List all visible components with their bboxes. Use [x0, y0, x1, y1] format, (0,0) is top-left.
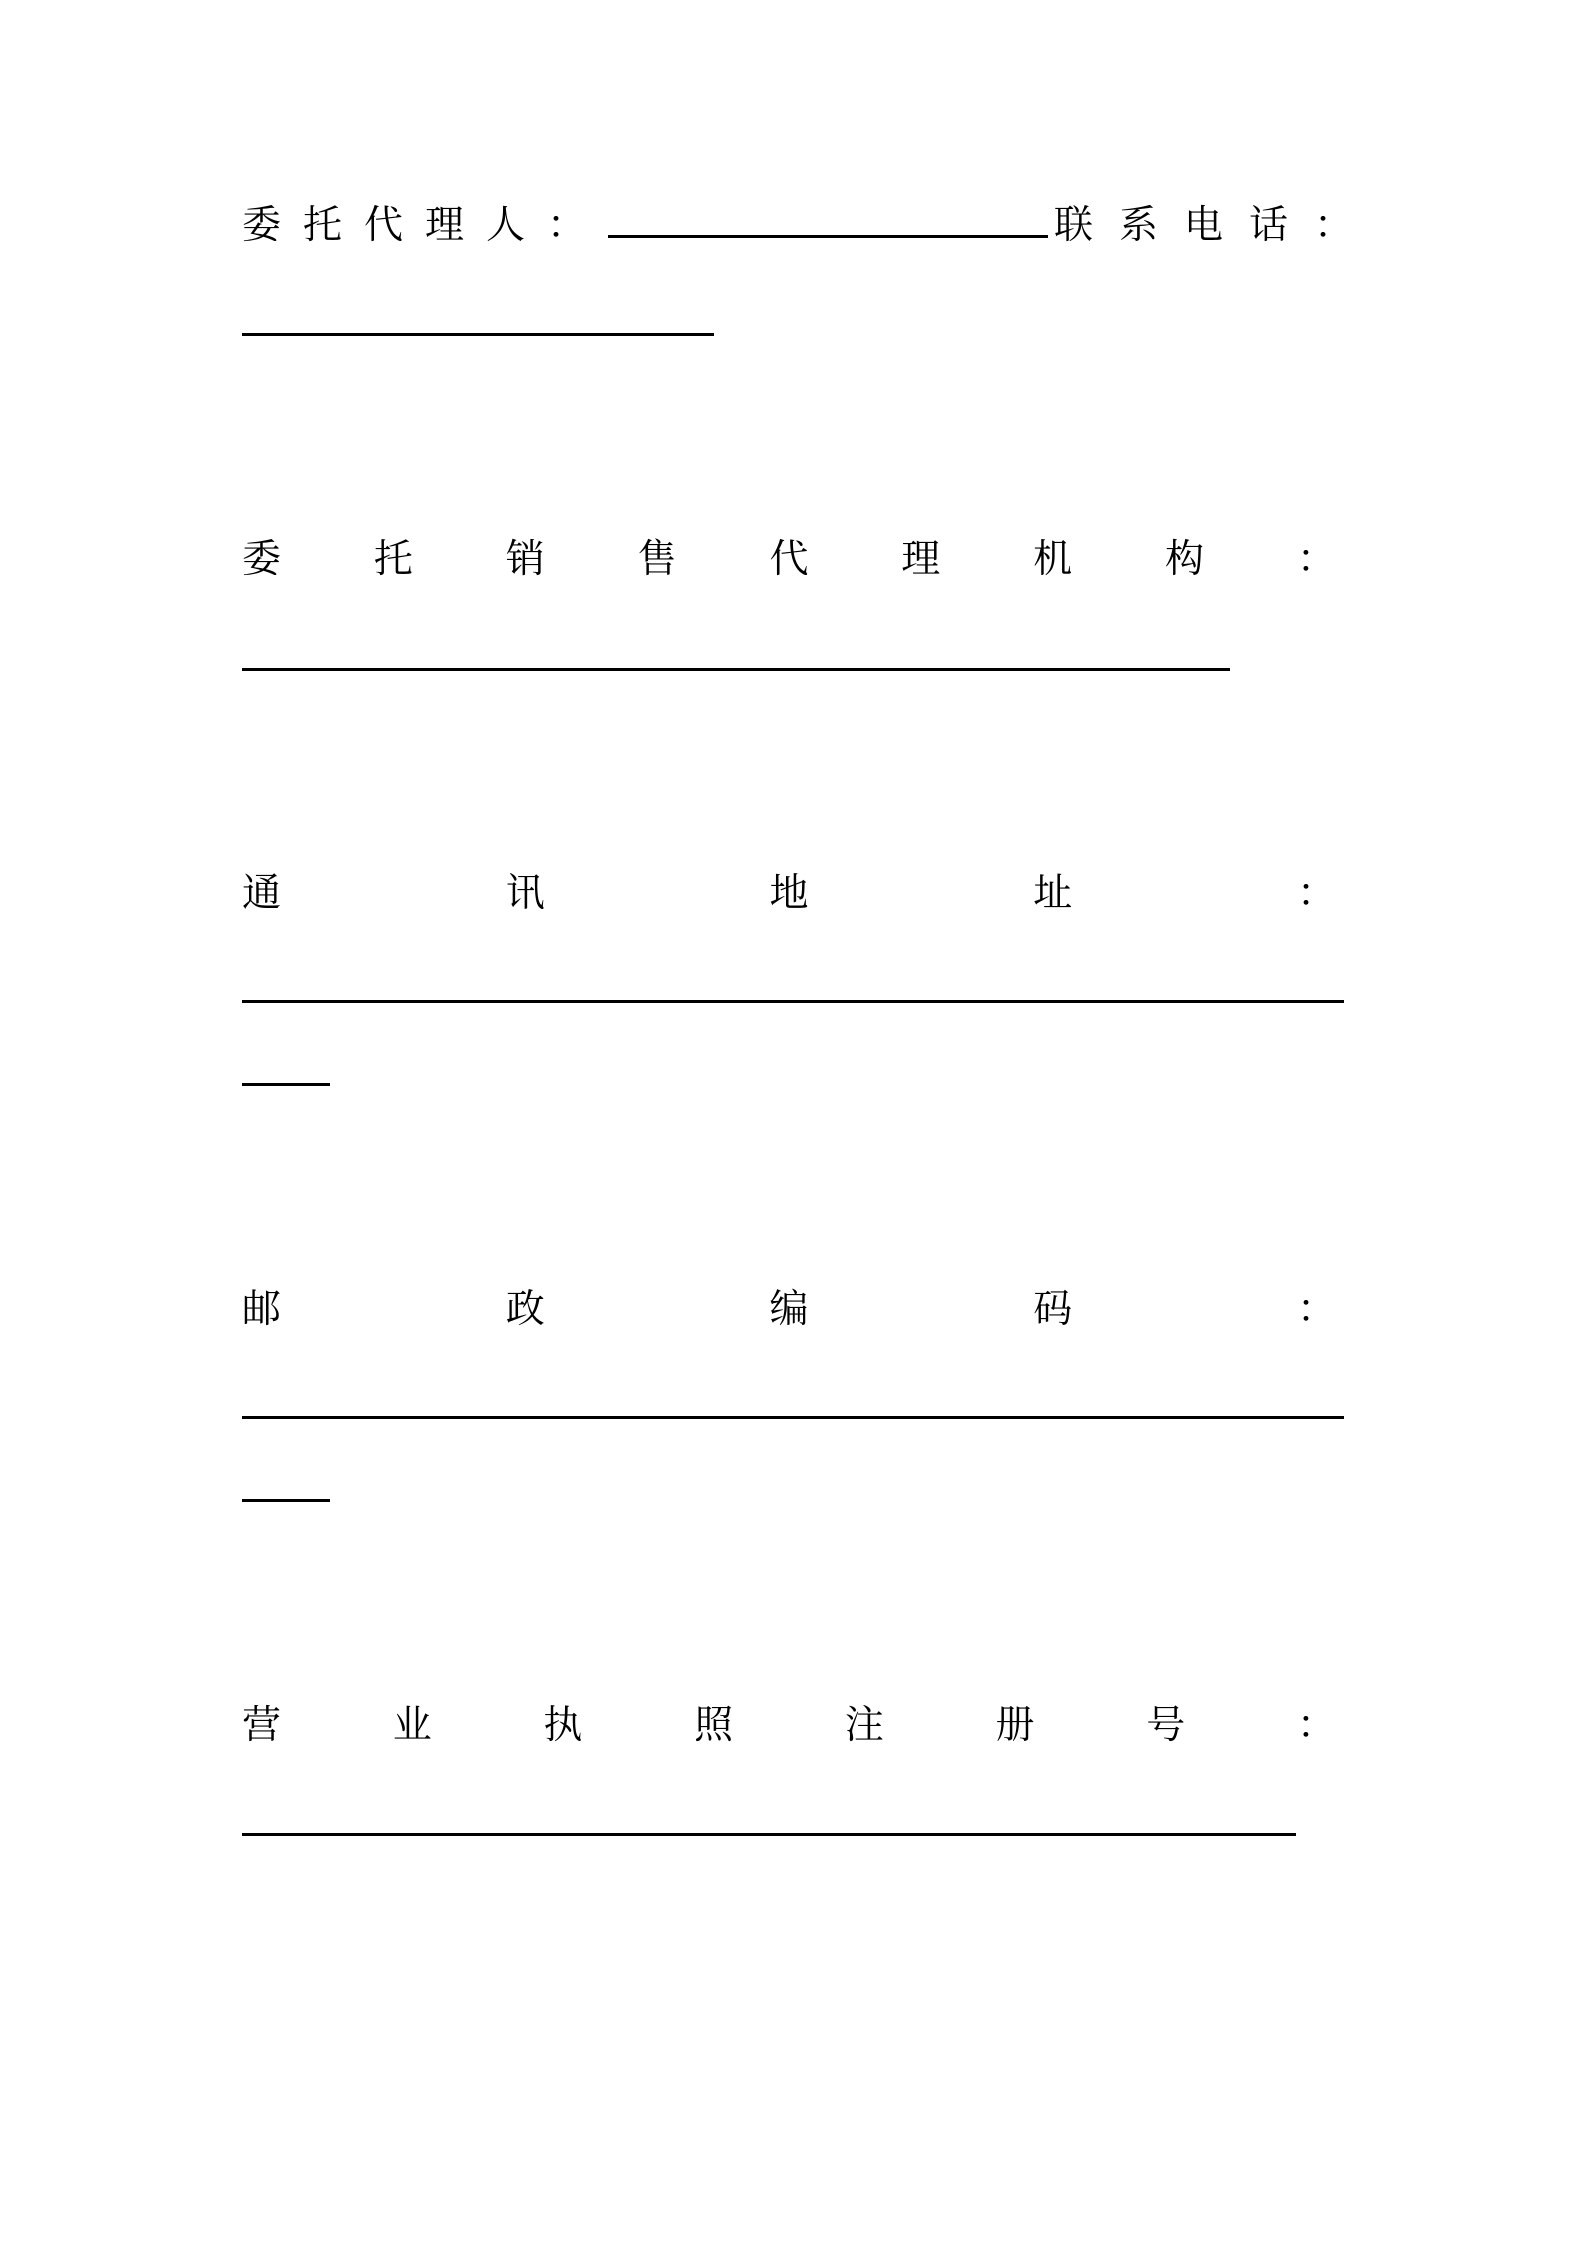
address-char: ： [1296, 871, 1336, 916]
postcode-char: 编 [769, 1287, 809, 1332]
address-char: 通 [242, 871, 282, 916]
license-row [242, 1696, 1336, 1756]
license-char: 册 [995, 1703, 1035, 1748]
agent-row [242, 196, 1380, 256]
postcode-char: ： [1296, 1287, 1336, 1332]
agency-char: ： [1296, 537, 1336, 582]
address-row [242, 864, 1336, 924]
agency-char: 托 [373, 537, 413, 582]
agent-label: 委托代理人： [242, 203, 609, 248]
license-char: 营 [242, 1703, 282, 1748]
address-blank-line-1[interactable] [242, 1000, 1344, 1003]
license-char: 业 [392, 1703, 432, 1748]
phone-label: 联系电话： [1054, 203, 1380, 248]
agency-char: 机 [1033, 537, 1073, 582]
license-blank[interactable] [242, 1833, 1296, 1836]
address-char: 地 [769, 871, 809, 916]
postcode-blank-line-2[interactable] [242, 1499, 330, 1502]
agency-char: 代 [769, 537, 809, 582]
agent-blank[interactable] [608, 235, 1048, 238]
postcode-char: 政 [505, 1287, 545, 1332]
license-char: 执 [543, 1703, 583, 1748]
phone-blank[interactable] [242, 333, 714, 336]
address-char: 址 [1033, 871, 1073, 916]
license-char: 注 [844, 1703, 884, 1748]
address-blank-line-2[interactable] [242, 1083, 330, 1086]
agency-row [242, 530, 1336, 590]
agency-char: 构 [1165, 537, 1205, 582]
license-char: 照 [694, 1703, 734, 1748]
agency-char: 理 [901, 537, 941, 582]
agency-char: 销 [505, 537, 545, 582]
agency-blank[interactable] [242, 668, 1230, 671]
postcode-blank-line-1[interactable] [242, 1416, 1344, 1419]
agency-char: 委 [242, 537, 282, 582]
license-char: 号 [1146, 1703, 1186, 1748]
postcode-char: 码 [1033, 1287, 1073, 1332]
postcode-row [242, 1280, 1336, 1340]
postcode-char: 邮 [242, 1287, 282, 1332]
address-char: 讯 [505, 871, 545, 916]
license-char: ： [1296, 1703, 1336, 1748]
agency-char: 售 [637, 537, 677, 582]
